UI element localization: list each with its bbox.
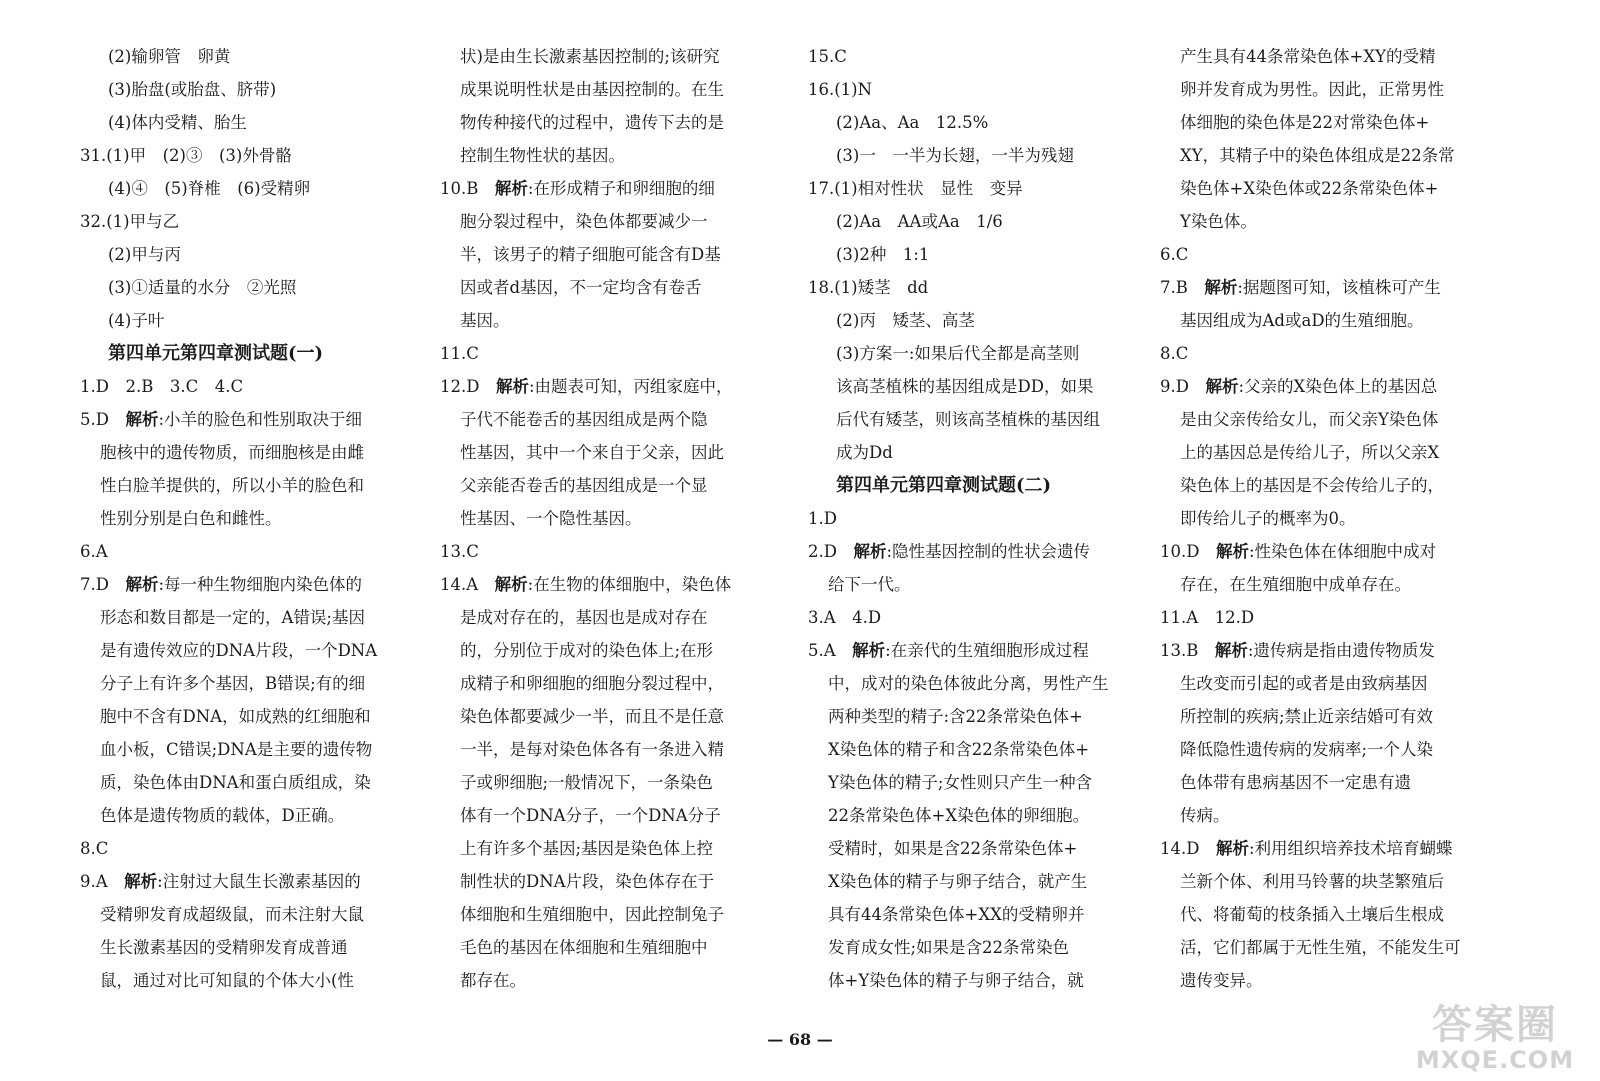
- answer-line: [80, 502, 410, 535]
- answer-line: [440, 172, 770, 205]
- answer-line: [808, 535, 1138, 568]
- section-heading: [80, 337, 410, 370]
- answer-text: 控制生物性状的基因。: [460, 146, 625, 165]
- answer-line: [808, 172, 1138, 205]
- answer-text: 质，染色体由DNA和蛋白质组成，染: [100, 773, 371, 792]
- page-number: — 68 —: [767, 1030, 833, 1049]
- answer-line: [80, 469, 410, 502]
- answer-line: [808, 370, 1138, 403]
- answer-text: 体有一个DNA分子，一个DNA分子: [460, 806, 721, 825]
- answer-text: 该高茎植株的基因组成是DD，如果: [836, 377, 1094, 396]
- answer-column-3: [808, 40, 1138, 997]
- answer-line: [80, 271, 410, 304]
- answer-text: 物传种接代的过程中，遗传下去的是: [460, 113, 724, 132]
- answer-line: [808, 634, 1138, 667]
- answer-text: 10.D: [1160, 542, 1216, 561]
- answer-line: [1160, 370, 1490, 403]
- answer-text: 所控制的疾病;禁止近亲结婚可有效: [1180, 707, 1434, 726]
- answer-line: [808, 733, 1138, 766]
- answer-text: 发育成女性;如果是含22条常染色: [828, 938, 1070, 957]
- answer-text: 体细胞和生殖细胞中，因此控制兔子: [460, 905, 724, 924]
- answer-text: 遗传变异。: [1180, 971, 1263, 990]
- analysis-text: :注射过大鼠生长激素基因的: [157, 872, 361, 891]
- answer-text: 1.D 2.B 3.C 4.C: [80, 377, 244, 396]
- answer-line: [80, 139, 410, 172]
- answer-line: [1160, 238, 1490, 271]
- analysis-text: :每一种生物细胞内染色体的: [158, 575, 363, 594]
- answer-line: [440, 634, 770, 667]
- answer-line: [1160, 73, 1490, 106]
- answer-line: [440, 139, 770, 172]
- answer-line: [1160, 601, 1490, 634]
- answer-line: [440, 469, 770, 502]
- answer-text: 染色体都要减少一半，而且不是任意: [460, 707, 724, 726]
- answer-line: [808, 601, 1138, 634]
- answer-text: Y染色体的精子;女性则只产生一种含: [828, 773, 1092, 792]
- analysis-label: 解析: [1205, 377, 1239, 396]
- answer-line: [440, 106, 770, 139]
- answer-text: 体+Y染色体的精子与卵子结合，就: [828, 971, 1084, 990]
- answer-line: [440, 898, 770, 931]
- analysis-label: 解析: [494, 575, 528, 594]
- analysis-label: 解析: [1214, 641, 1248, 660]
- answer-line: [440, 601, 770, 634]
- answer-text: Y染色体。: [1180, 212, 1257, 231]
- answer-line: [80, 40, 410, 73]
- answer-text: 传病。: [1180, 806, 1230, 825]
- answer-text: 7.D: [80, 575, 126, 594]
- answer-text: 成为Dd: [836, 443, 893, 462]
- answer-line: [808, 238, 1138, 271]
- answer-line: [808, 271, 1138, 304]
- answer-line: [808, 436, 1138, 469]
- answer-line: [1160, 568, 1490, 601]
- answer-line: [440, 370, 770, 403]
- answer-text: (4)体内受精、胎生: [108, 113, 247, 132]
- answer-line: [80, 304, 410, 337]
- answer-line: [440, 436, 770, 469]
- answer-line: [440, 799, 770, 832]
- answer-text: (3)2种 1:1: [836, 245, 930, 264]
- answer-line: [80, 865, 410, 898]
- answer-line: [1160, 469, 1490, 502]
- answer-line: [80, 370, 410, 403]
- answer-line: [1160, 436, 1490, 469]
- answer-line: [80, 667, 410, 700]
- answer-line: [808, 205, 1138, 238]
- answer-line: [440, 667, 770, 700]
- answer-text: 色体是遗传物质的载体，D正确。: [100, 806, 345, 825]
- analysis-label: 解析: [853, 542, 887, 561]
- answer-text: 22条常染色体+X染色体的卵细胞。: [828, 806, 1090, 825]
- answer-line: [440, 238, 770, 271]
- answer-text: 都存在。: [460, 971, 526, 990]
- answer-text: 具有44条常染色体+XX的受精卵并: [828, 905, 1085, 924]
- answer-line: [440, 502, 770, 535]
- answer-line: [1160, 172, 1490, 205]
- analysis-text: :性染色体在体细胞中成对: [1248, 542, 1437, 561]
- answer-text: 即传给儿子的概率为0。: [1180, 509, 1356, 528]
- answer-text: (4)④ (5)脊椎 (6)受精卵: [108, 179, 311, 198]
- answer-line: [440, 271, 770, 304]
- answer-text: 性基因、一个隐性基因。: [460, 509, 642, 528]
- analysis-text: :据题图可知，该植株可产生: [1237, 278, 1441, 297]
- answer-line: [80, 238, 410, 271]
- answer-text: 性基因，其中一个来自于父亲，因此: [460, 443, 724, 462]
- answer-line: [80, 832, 410, 865]
- answer-text: 6.A: [80, 542, 108, 561]
- answer-text: 产生具有44条常染色体+XY的受精: [1180, 47, 1436, 66]
- answer-line: [1160, 271, 1490, 304]
- answer-line: [808, 304, 1138, 337]
- analysis-label: 解析: [125, 575, 159, 594]
- answer-text: 后代有矮茎，则该高茎植株的基因组: [836, 410, 1100, 429]
- answer-text: 2.D: [808, 542, 854, 561]
- answer-text: 上有许多个基因;基因是染色体上控: [460, 839, 714, 858]
- answer-text: 15.C: [808, 47, 847, 66]
- answer-line: [80, 601, 410, 634]
- answer-text: (2)Aa、Aa 12.5%: [836, 113, 989, 132]
- answer-line: [808, 766, 1138, 799]
- answer-line: [80, 403, 410, 436]
- answer-text: 14.D: [1160, 839, 1216, 858]
- answer-line: [1160, 106, 1490, 139]
- answer-text: 因或者d基因，不一定均含有卷舌: [460, 278, 702, 297]
- answer-text: (3)一 一半为长翅，一半为残翅: [836, 146, 1074, 165]
- analysis-text: :小羊的脸色和性别取决于细: [158, 410, 363, 429]
- analysis-text: :由题表可知，丙组家庭中，: [528, 377, 733, 396]
- answer-text: 14.A: [440, 575, 495, 594]
- answer-line: [1160, 931, 1490, 964]
- analysis-label: 解析: [124, 872, 158, 891]
- answer-text: 染色体上的基因是不会传给儿子的，: [1180, 476, 1444, 495]
- answer-line: [80, 931, 410, 964]
- answer-text: 成果说明性状是由基因控制的。在生: [460, 80, 724, 99]
- watermark-url: MXQE.COM: [1415, 1046, 1575, 1074]
- answer-line: [440, 832, 770, 865]
- answer-line: [80, 106, 410, 139]
- answer-line: [440, 304, 770, 337]
- answer-line: [1160, 205, 1490, 238]
- answer-line: [80, 535, 410, 568]
- answer-line: [1160, 700, 1490, 733]
- answer-line: [80, 733, 410, 766]
- answer-text: 基因组成为Ad或aD的生殖细胞。: [1180, 311, 1424, 330]
- answer-text: 分子上有许多个基因，B错误;有的细: [100, 674, 366, 693]
- answer-text: 13.B: [1160, 641, 1215, 660]
- analysis-label: 解析: [1215, 839, 1249, 858]
- answer-line: [440, 733, 770, 766]
- answer-text: 一半，是每对染色体各有一条进入精: [460, 740, 724, 759]
- analysis-label: 解析: [495, 377, 529, 396]
- answer-text: 胞中不含有DNA，如成熟的红细胞和: [100, 707, 371, 726]
- answer-text: 5.D: [80, 410, 126, 429]
- answer-text: 性白脸羊提供的，所以小羊的脸色和: [100, 476, 364, 495]
- answer-text: (2)甲与丙: [108, 245, 181, 264]
- answer-text: 父亲能否卷舌的基因组成是一个显: [460, 476, 708, 495]
- answer-text: 半，该男子的精子细胞可能含有D基: [460, 245, 721, 264]
- answer-line: [808, 337, 1138, 370]
- answer-line: [808, 139, 1138, 172]
- answer-text: 18.(1)矮茎 dd: [808, 278, 929, 297]
- answer-text: 1.D: [808, 509, 837, 528]
- answer-text: 是由父亲传给女儿，而父亲Y染色体: [1180, 410, 1439, 429]
- answer-column-2: [440, 40, 770, 997]
- answer-text: 7.B: [1160, 278, 1205, 297]
- answer-text: 体细胞的染色体是22对常染色体+: [1180, 113, 1430, 132]
- answer-text: 是有遗传效应的DNA片段，一个DNA: [100, 641, 378, 660]
- answer-line: [440, 964, 770, 997]
- answer-text: 受精时，如果是含22条常染色体+: [828, 839, 1078, 858]
- answer-line: [808, 832, 1138, 865]
- answer-line: [80, 172, 410, 205]
- analysis-label: 解析: [494, 179, 528, 198]
- answer-text: X染色体的精子与卵子结合，就产生: [828, 872, 1088, 891]
- analysis-text: :遗传病是指由遗传物质发: [1247, 641, 1435, 660]
- answer-line: [808, 964, 1138, 997]
- answer-text: 卵并发育成为男性。因此，正常男性: [1180, 80, 1444, 99]
- analysis-text: :在形成精子和卵细胞的细: [527, 179, 715, 198]
- section-heading: [808, 469, 1138, 502]
- analysis-label: 解析: [1204, 278, 1238, 297]
- answer-line: [1160, 667, 1490, 700]
- answer-line: [808, 667, 1138, 700]
- answer-line: [808, 502, 1138, 535]
- answer-line: [440, 337, 770, 370]
- answer-text: 10.B: [440, 179, 495, 198]
- answer-line: [1160, 304, 1490, 337]
- answer-text: 制性状的DNA片段，染色体存在于: [460, 872, 715, 891]
- answer-line: [440, 700, 770, 733]
- answer-text: 存在，在生殖细胞中成单存在。: [1180, 575, 1411, 594]
- answer-text: 17.(1)相对性状 显性 变异: [808, 179, 1023, 198]
- answer-text: 成精子和卵细胞的细胞分裂过程中，: [460, 674, 724, 693]
- answer-line: [1160, 40, 1490, 73]
- answer-line: [1160, 634, 1490, 667]
- answer-text: 生改变而引起的或者是由致病基因: [1180, 674, 1428, 693]
- answer-line: [80, 700, 410, 733]
- answer-line: [1160, 733, 1490, 766]
- answer-line: [440, 931, 770, 964]
- answer-line: [440, 40, 770, 73]
- analysis-label: 解析: [852, 641, 886, 660]
- answer-text: 两种类型的精子:含22条常染色体+: [828, 707, 1083, 726]
- answer-text: 6.C: [1160, 245, 1189, 264]
- analysis-text: :在亲代的生殖细胞形成过程: [885, 641, 1089, 660]
- answer-text: 是成对存在的，基因也是成对存在: [460, 608, 708, 627]
- answer-line: [1160, 139, 1490, 172]
- answer-text: 基因。: [460, 311, 510, 330]
- answer-text: 5.A: [808, 641, 853, 660]
- answer-line: [808, 700, 1138, 733]
- answer-line: [808, 73, 1138, 106]
- answer-text: 状)是由生长激素基因控制的;该研究: [460, 47, 720, 66]
- answer-line: [808, 40, 1138, 73]
- answer-text: (2)丙 矮茎、高茎: [836, 311, 975, 330]
- answer-text: 32.(1)甲与乙: [80, 212, 180, 231]
- answer-line: [80, 964, 410, 997]
- answer-line: [80, 205, 410, 238]
- answer-text: 11.A 12.D: [1160, 608, 1255, 627]
- answer-text: 给下一代。: [828, 575, 911, 594]
- answer-line: [1160, 964, 1490, 997]
- answer-text: 鼠，通过对比可知鼠的个体大小(性: [100, 971, 354, 990]
- answer-line: [1160, 502, 1490, 535]
- answer-text: 第四单元第四章测试题(二): [836, 475, 1052, 496]
- answer-line: [808, 931, 1138, 964]
- answer-text: 兰新个体、利用马铃薯的块茎繁殖后: [1180, 872, 1444, 891]
- watermark-logo: [1400, 1003, 1590, 1073]
- answer-text: 8.C: [80, 839, 109, 858]
- answer-line: [1160, 403, 1490, 436]
- answer-line: [808, 568, 1138, 601]
- answer-line: [440, 205, 770, 238]
- answer-line: [440, 403, 770, 436]
- answer-text: XY，其精子中的染色体组成是22条常: [1180, 146, 1455, 165]
- answer-line: [1160, 535, 1490, 568]
- answer-text: 血小板，C错误;DNA是主要的遗传物: [100, 740, 373, 759]
- answer-text: X染色体的精子和含22条常染色体+: [828, 740, 1090, 759]
- answer-line: [80, 73, 410, 106]
- answer-text: 上的基因总是传给儿子，所以父亲X: [1180, 443, 1440, 462]
- answer-text: (2)输卵管 卵黄: [108, 47, 231, 66]
- answer-text: 胞核中的遗传物质，而细胞核是由雌: [100, 443, 364, 462]
- analysis-text: :隐性基因控制的性状会遗传: [886, 542, 1091, 561]
- answer-text: 31.(1)甲 (2)③ (3)外骨骼: [80, 146, 292, 165]
- answer-line: [440, 766, 770, 799]
- answer-line: [1160, 766, 1490, 799]
- answer-line: [440, 73, 770, 106]
- answer-text: 形态和数目都是一定的，A错误;基因: [100, 608, 365, 627]
- answer-text: (3)方案一:如果后代全都是高茎则: [836, 344, 1080, 363]
- analysis-label: 解析: [1215, 542, 1249, 561]
- answer-text: 第四单元第四章测试题(一): [108, 343, 324, 364]
- analysis-text: :在生物的体细胞中，染色体: [527, 575, 732, 594]
- answer-text: (2)Aa AA或Aa 1/6: [836, 212, 1003, 231]
- analysis-text: :父亲的X染色体上的基因总: [1238, 377, 1438, 396]
- answer-column-1: [80, 40, 410, 997]
- answer-text: 3.A 4.D: [808, 608, 882, 627]
- answer-line: [440, 865, 770, 898]
- answer-text: 9.D: [1160, 377, 1206, 396]
- answer-line: [808, 898, 1138, 931]
- answer-text: 染色体+X染色体或22条常染色体+: [1180, 179, 1439, 198]
- watermark-title: 答案圈: [1432, 1002, 1558, 1048]
- answer-text: 8.C: [1160, 344, 1189, 363]
- answer-text: 毛色的基因在体细胞和生殖细胞中: [460, 938, 708, 957]
- answer-column-4: [1160, 40, 1490, 997]
- answer-line: [80, 568, 410, 601]
- answer-text: 生长激素基因的受精卵发育成普通: [100, 938, 348, 957]
- answer-text: 子或卵细胞;一般情况下，一条染色: [460, 773, 714, 792]
- answer-line: [440, 568, 770, 601]
- answer-text: 16.(1)N: [808, 80, 873, 99]
- answer-text: 活，它们都属于无性生殖，不能发生可: [1180, 938, 1461, 957]
- answer-line: [440, 535, 770, 568]
- analysis-text: :利用组织培养技术培育蝴蝶: [1248, 839, 1453, 858]
- answer-text: 性别分别是白色和雌性。: [100, 509, 282, 528]
- answer-text: 的，分别位于成对的染色体上;在形: [460, 641, 714, 660]
- answer-line: [1160, 898, 1490, 931]
- answer-text: 9.A: [80, 872, 125, 891]
- answer-line: [80, 436, 410, 469]
- answer-line: [1160, 799, 1490, 832]
- answer-line: [80, 898, 410, 931]
- answer-line: [1160, 337, 1490, 370]
- answer-text: 代、将葡萄的枝条插入土壤后生根成: [1180, 905, 1444, 924]
- answer-line: [1160, 832, 1490, 865]
- answer-text: 降低隐性遗传病的发病率;一个人染: [1180, 740, 1434, 759]
- analysis-label: 解析: [125, 410, 159, 429]
- answer-text: 受精卵发育成超级鼠，而未注射大鼠: [100, 905, 364, 924]
- answer-text: (3)①适量的水分 ②光照: [108, 278, 297, 297]
- answer-line: [80, 766, 410, 799]
- answer-line: [80, 634, 410, 667]
- answer-text: 中，成对的染色体彼此分离，男性产生: [828, 674, 1109, 693]
- answer-line: [808, 865, 1138, 898]
- answer-text: 色体带有患病基因不一定患有遗: [1180, 773, 1411, 792]
- answer-text: 13.C: [440, 542, 479, 561]
- answer-text: (3)胎盘(或胎盘、脐带): [108, 80, 277, 99]
- answer-text: 子代不能卷舌的基因组成是两个隐: [460, 410, 708, 429]
- answer-text: 12.D: [440, 377, 496, 396]
- answer-line: [808, 799, 1138, 832]
- answer-text: (4)子叶: [108, 311, 165, 330]
- answer-line: [1160, 865, 1490, 898]
- answer-text: 11.C: [440, 344, 479, 363]
- answer-line: [808, 403, 1138, 436]
- answer-line: [80, 799, 410, 832]
- answer-line: [808, 106, 1138, 139]
- answer-text: 胞分裂过程中，染色体都要减少一: [460, 212, 708, 231]
